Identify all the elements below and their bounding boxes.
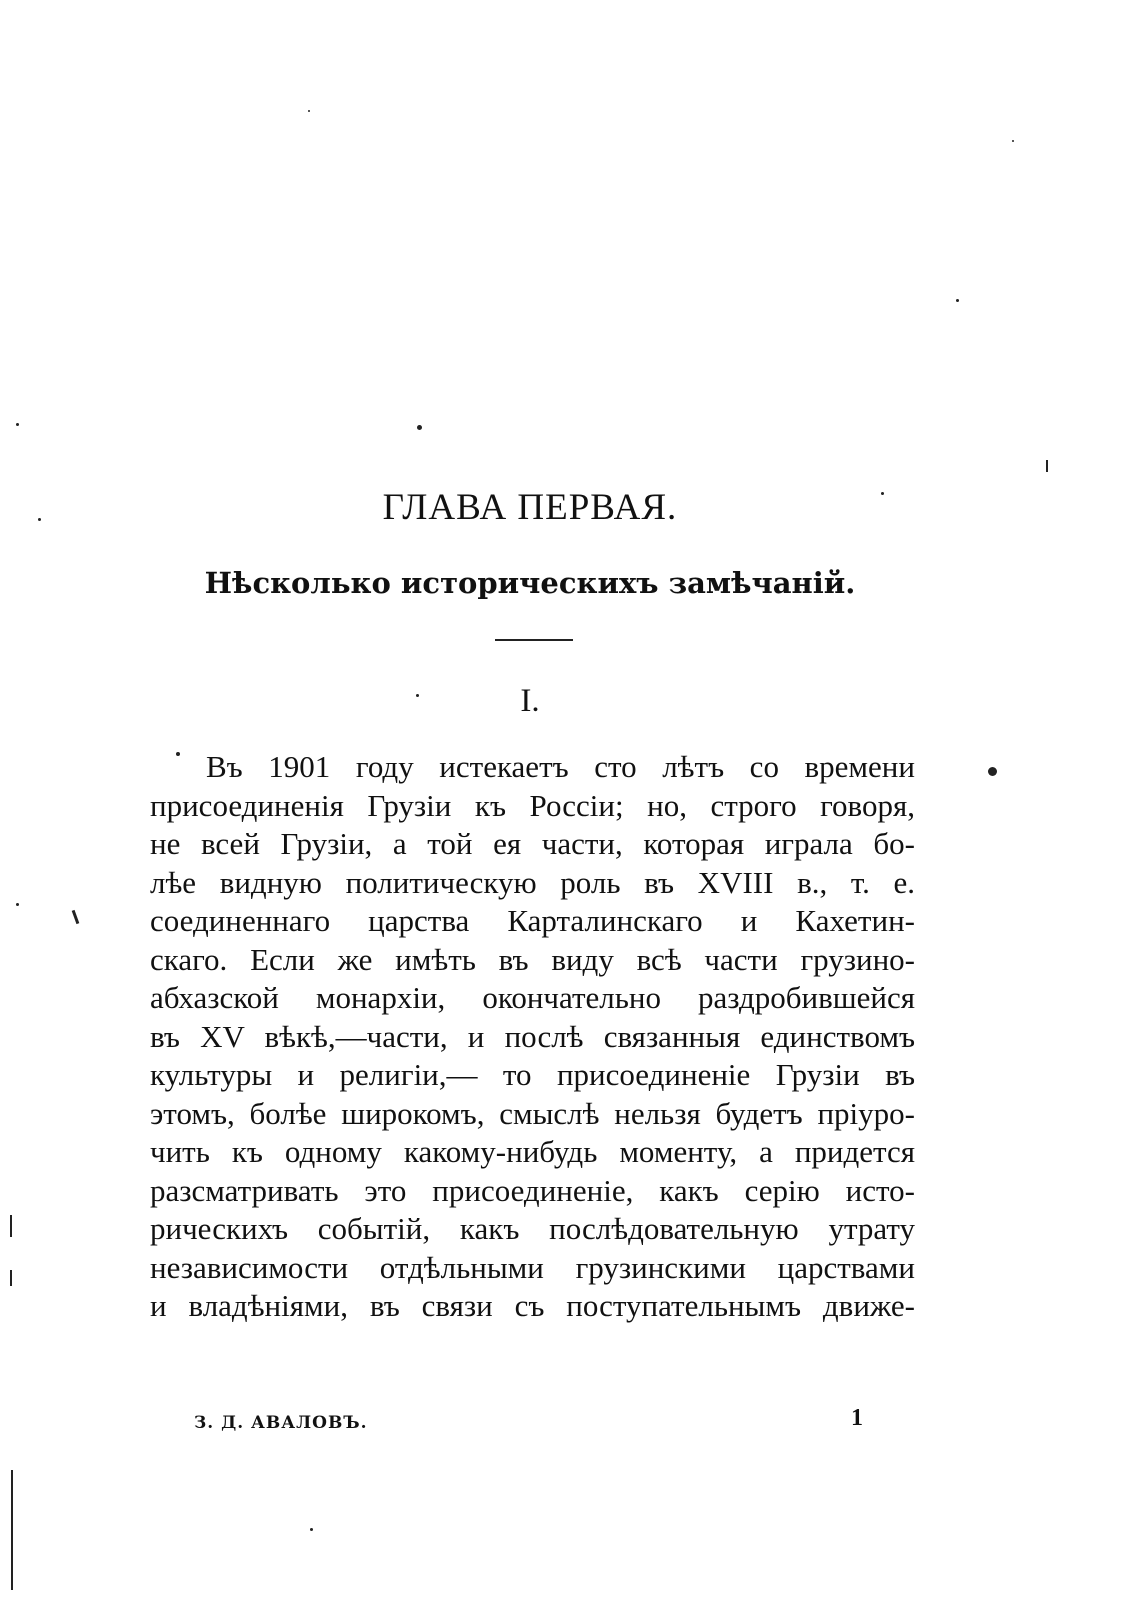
text-line: чить къ одному какому-нибудь моменту, а придется bbox=[150, 1134, 915, 1169]
page-number: 1 bbox=[851, 1405, 863, 1431]
scan-speck bbox=[956, 299, 959, 302]
scan-speck bbox=[988, 767, 997, 776]
section-number: I. bbox=[520, 683, 540, 719]
text-line: присоединенія Грузіи къ Россіи; но, строго говоря, bbox=[150, 787, 915, 823]
text-line: лѣе видную политическую роль въ XVIII в., т. е. bbox=[150, 864, 915, 900]
text-line: рическихъ событій, какъ послѣдовательную утрату bbox=[150, 1211, 915, 1246]
scan-mark bbox=[1046, 460, 1048, 472]
scan-speck bbox=[16, 423, 19, 426]
text-line: Въ 1901 году истекаетъ сто лѣтъ со времени bbox=[206, 749, 915, 784]
text-line: въ XV вѣкѣ,—части, и послѣ связанныя единствомъ bbox=[150, 1018, 915, 1054]
text-line: культуры и религіи,— то присоединеніе Грузіи въ bbox=[150, 1057, 915, 1092]
footer-signature: З. Д. АВАЛОВЪ. bbox=[194, 1413, 368, 1433]
text-line: не всей Грузіи, а той ея части, которая играла бо- bbox=[150, 826, 915, 861]
chapter-title: ГЛАВА ПЕРВАЯ. bbox=[382, 487, 678, 528]
text-line: разсматривать это присоединеніе, какъ серію исто- bbox=[150, 1172, 915, 1208]
text-line: независимости отдѣльными грузинскими царствами bbox=[150, 1249, 915, 1285]
scan-mark bbox=[10, 1270, 12, 1286]
scan-speck bbox=[1012, 140, 1014, 142]
text-line: соединеннаго царства Карталинскаго и Кахетин- bbox=[150, 903, 915, 938]
scan-speck bbox=[416, 694, 419, 697]
scan-speck bbox=[176, 752, 180, 756]
scan-speck bbox=[308, 110, 310, 112]
scan-mark bbox=[72, 910, 80, 924]
text-line: абхазской монархіи, окончательно раздробившейся bbox=[150, 980, 915, 1015]
scan-speck bbox=[16, 903, 19, 906]
text-line: скаго. Если же имѣть въ виду всѣ части грузино- bbox=[150, 941, 915, 977]
text-line: этомъ, болѣе широкомъ, смыслѣ нельзя будетъ пріуро- bbox=[150, 1095, 915, 1131]
text-line: и владѣніями, въ связи съ поступательнымъ движе- bbox=[150, 1288, 915, 1323]
scan-speck bbox=[417, 425, 422, 430]
chapter-subtitle: Нѣсколько историческихъ замѣчаній. bbox=[204, 566, 856, 600]
scan-speck bbox=[310, 1528, 313, 1531]
scan-edge-line bbox=[11, 1470, 13, 1590]
scan-speck bbox=[881, 492, 884, 495]
body-paragraph bbox=[150, 748, 915, 1326]
scan-mark bbox=[10, 1215, 12, 1237]
divider-rule bbox=[495, 639, 573, 641]
scan-speck bbox=[38, 518, 41, 521]
